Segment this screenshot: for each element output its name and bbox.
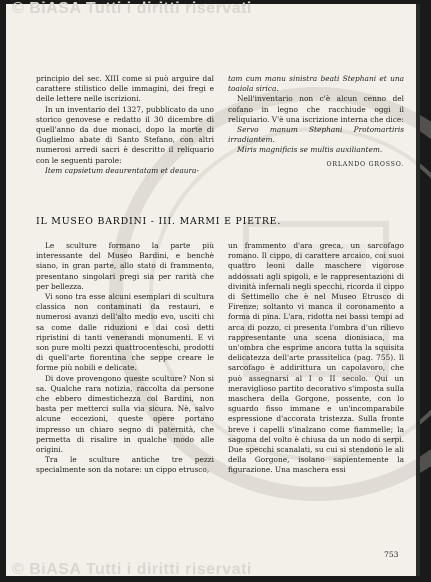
paragraph: Tra le sculture antiche tre pezzi specialmente son da notare: un cippo etrusco, xyxy=(36,455,214,475)
paragraph: Nell'inventario non c'è alcun cenno del cofano in legno che racchiude oggi il reliquiario. V'è una iscrizione interna che dice: xyxy=(228,94,404,124)
paragraph: Miris magnificis se multis auxiliantem. xyxy=(237,145,383,155)
bottom-left-column xyxy=(36,241,214,476)
paragraph: Servo manum Stephani Protomartiris irradiantem. xyxy=(228,125,404,145)
watermark-bottom: © BiASA Tutti i diritti riservati xyxy=(12,561,252,578)
document-page xyxy=(6,4,420,576)
paragraph: principio del sec. XIII come si può arguire dal carattere stilistico delle immagini, dei fregi e delle lettere nelle iscrizioni. xyxy=(36,74,214,104)
bottom-right-column xyxy=(228,241,404,476)
paragraph: tam cum manu sinistra beati Stephani et una toaiola sirica. xyxy=(228,74,404,94)
page-number: 753 xyxy=(384,550,399,559)
paragraph: un frammento d'ara greca, un sarcofago romano. Il cippo, di carattere arcaico, coi suoi quattro leoni dalle maschere vigorose addossati agli spigoli, e le rappresentazioni di divinità infernali negli specchi, ricorda il cippo di Settimello che è nel Museo Etrusco di Firenze; soltanto vi manca il coronamento a forma di pina. L'ara, ridotta nei bassi tempi ad arca di pozzo, ci presenta l'ombra d'un rilievo rappresentante una scena dionisiaca, ma un'ombra che esprime ancora tutta la squisita delicatezza dell'arte prassitelica (pag. 755). Il sarcofago è addirittura un capolavoro, che può assegnarsi al I o II secolo. Qui un meraviglioso partito decorativo s'imposta sulla maschera della Gorgone, possente, con lo sguardo fisso immane e un'incomparabile espressione d'accorata tristezza. Sulla fronte breve i capelli s'inalzano come fiammelle; la sagoma del volto è chiusa da un nodo di serpi. Due specchi scanalati, su cui si stendono le ali della Gorgone, isolano sapientemente la figurazione. Una maschera essi xyxy=(228,241,404,475)
watermark-top: © BiASA Tutti i diritti riservati xyxy=(12,0,252,17)
author-signature: ORLANDO GROSSO. xyxy=(326,160,404,168)
page-edge xyxy=(416,4,420,576)
paragraph: In un inventario del 1327, pubblicato da uno storico genovese e redatto il 30 dicembre di quell'anno da due monaci, dopo la morte di Guglielmo abate di Santo Stefano, con altri numerosi arredi sacri è descritto il reliquario con le seguenti parole: xyxy=(36,104,214,165)
paragraph: Vi sono tra esse alcuni esemplari di scultura classica non contaminati da restauri, e numerosi avanzi dell'alto medio evo, usciti chi sa come dalle riduzioni e dai così detti ripristini di tanti venerandi monumenti. E vi son pure molti pezzi quattrocenteschi, prodotti di quell'arte fiorentina che seppe creare le forme più nobili e delicate. xyxy=(36,292,214,373)
top-right-column xyxy=(228,74,404,170)
section-heading: IL MUSEO BARDINI - III. MARMI E PIETRE. xyxy=(36,216,282,227)
paragraph: Le sculture formano la parte più interessante del Museo Bardini, e benchè siano, in gran parte, allo stato di frammento, presentano singolari pregi sia per rarità che per bellezza. xyxy=(36,241,214,291)
paragraph: Item capsietum deaurentatam et deaura- xyxy=(45,165,199,175)
top-left-column xyxy=(36,74,214,176)
paragraph: Di dove provengono queste sculture? Non si sa. Qualche rara notizia, raccolta da persone che ebbero dimestichezza col Bardini, non basta per metterci sulla via sicura. Nè, salvo alcune eccezioni, queste opere portano impresso un chiaro segno di paternità, che permetta di risalire in qualche modo alle origini. xyxy=(36,373,214,455)
